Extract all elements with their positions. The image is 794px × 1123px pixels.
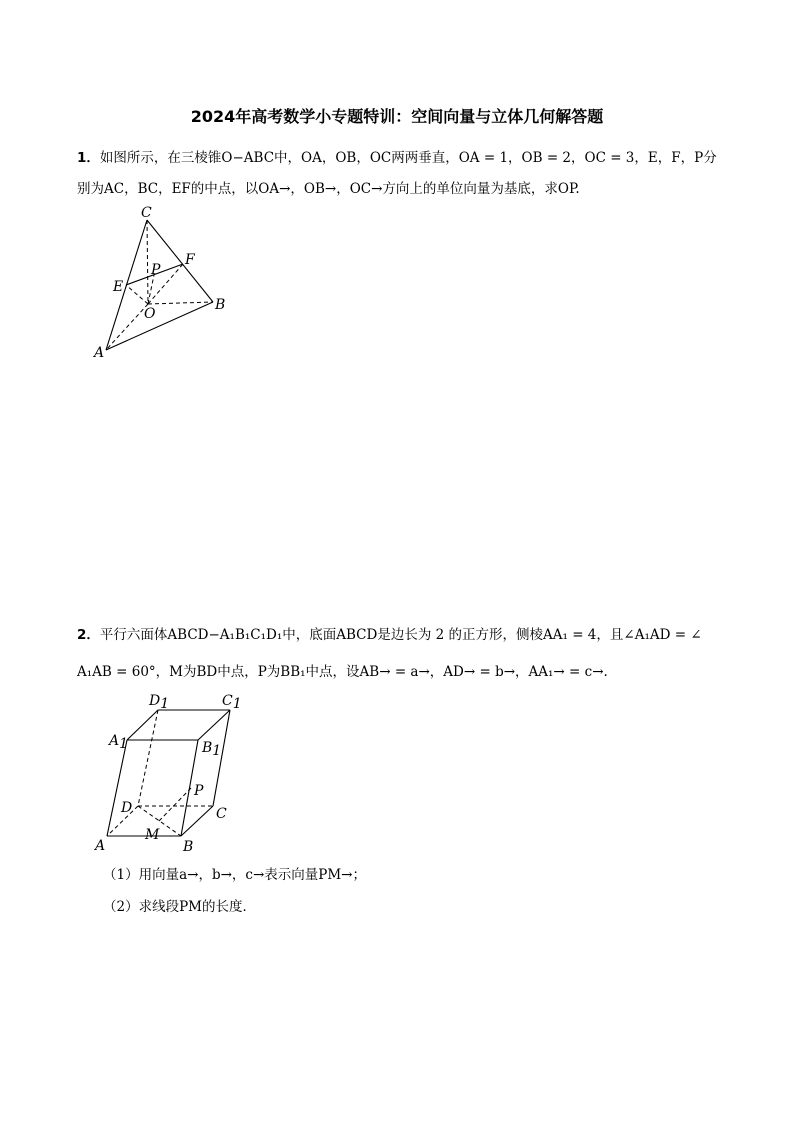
problem1-text-line2: 别为AC，BC，EF的中点，以OA→，OB→，OC→方向上的单位向量为基底，求OP. xyxy=(77,181,580,197)
label-D: D xyxy=(121,800,133,816)
edge-AB xyxy=(106,302,213,350)
edge-CO xyxy=(147,220,148,304)
edge-D1D xyxy=(138,710,158,806)
problem2-line1 xyxy=(77,623,702,643)
problem1-number: 1． xyxy=(77,150,100,166)
label-A: A xyxy=(94,345,105,361)
problem2-question1: （1）用向量a→，b→，c→表示向量PM→； xyxy=(103,867,366,883)
edge-CB xyxy=(147,220,213,302)
parallelepiped-figure xyxy=(95,688,255,858)
edge-OA xyxy=(106,304,148,350)
problem2-number: 2． xyxy=(77,627,100,643)
label-B1: B1 xyxy=(202,740,222,759)
segment-OP xyxy=(148,275,154,304)
problem2-text-line2: A₁AB = 60°，M为BD中点，P为BB₁中点，设AB→ = a→，AD→ = b→，AA₁→ = c→. xyxy=(77,664,608,680)
label-B: B xyxy=(183,839,194,855)
label-C1: C1 xyxy=(222,693,242,712)
label-P: P xyxy=(151,262,161,278)
problem2-text-line1: 平行六面体ABCD−A₁B₁C₁D₁中，底面ABCD是边长为 2 的正方形，侧棱AA₁ = 4，且∠A₁AD = ∠ xyxy=(99,627,702,643)
problem1-text-line1: 如图所示，在三棱锥O−ABC中，OA，OB，OC两两垂直，OA = 1，OB = 2，OC = 3，E，F，P分 xyxy=(99,150,717,166)
label-P: P xyxy=(194,783,204,799)
label-M: M xyxy=(145,827,160,843)
segment-OE xyxy=(126,285,148,304)
label-E: E xyxy=(113,279,124,295)
label-A: A xyxy=(95,838,106,854)
label-B: B xyxy=(215,297,226,313)
label-C: C xyxy=(141,205,152,221)
label-A1: A1 xyxy=(109,733,129,752)
problem1-line1 xyxy=(77,146,717,166)
problem2-question2: （2）求线段PM的长度． xyxy=(103,899,256,915)
label-O: O xyxy=(144,306,156,322)
edge-A1A xyxy=(107,740,127,836)
edge-A1D1 xyxy=(127,710,158,740)
label-C: C xyxy=(216,806,227,822)
label-F: F xyxy=(185,252,195,268)
label-D1: D1 xyxy=(149,693,170,712)
page-title: 2024年高考数学小专题特训：空间向量与立体几何解答题 xyxy=(190,107,604,126)
edge-OB xyxy=(148,302,213,304)
tetrahedron-figure xyxy=(90,203,250,363)
